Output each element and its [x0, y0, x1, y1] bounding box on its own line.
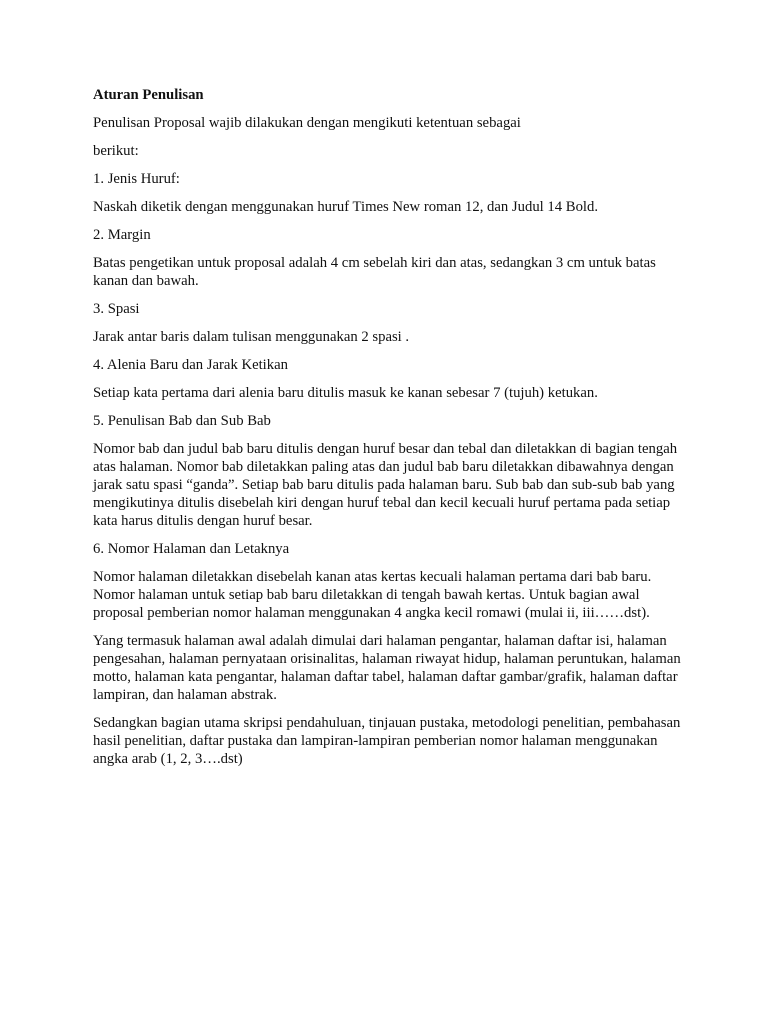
section-heading-margin: 2. Margin — [93, 227, 151, 243]
paragraph-intro-1: Penulisan Proposal wajib dilakukan dengan mengikuti ketentuan sebagai — [93, 115, 521, 131]
paragraph-bab: Nomor bab dan judul bab baru ditulis dengan huruf besar dan tebal dan diletakkan di bagian tengah atas halaman. Nomor bab diletakkan paling atas dan judul bab baru diletakkan dibawahnya dengan jarak satu spasi “ganda”. Setiap bab baru ditulis pada halaman baru. Sub bab dan sub-sub bab yang mengikutinya ditulis disebelah kiri dengan huruf tebal dan kecil kecuali huruf pertama pada setiap kata harus ditulis dengan huruf besar. — [93, 441, 678, 529]
paragraph-nomor-halaman: Nomor halaman diletakkan disebelah kanan atas kertas kecuali halaman pertama dari bab baru. Nomor halaman untuk setiap bab baru diletakkan di tengah bawah kertas. Untuk bagian awal proposal pemberian nomor halaman menggunakan 4 angka kecil romawi (mulai ii, iii……dst). — [93, 569, 652, 621]
section-heading-nomor-halaman: 6. Nomor Halaman dan Letaknya — [93, 541, 290, 557]
section-heading-bab: 5. Penulisan Bab dan Sub Bab — [93, 413, 271, 429]
paragraph-alenia: Setiap kata pertama dari alenia baru ditulis masuk ke kanan sebesar 7 (tujuh) ketukan. — [93, 385, 598, 401]
section-heading-spasi: 3. Spasi — [93, 301, 140, 317]
paragraph-margin: Batas pengetikan untuk proposal adalah 4 cm sebelah kiri dan atas, sedangkan 3 cm untuk batas kanan dan bawah. — [93, 255, 656, 289]
document-body — [93, 86, 683, 778]
paragraph-halaman-awal: Yang termasuk halaman awal adalah dimulai dari halaman pengantar, halaman daftar isi, halaman pengesahan, halaman pernyataan orisinalitas, halaman riwayat hidup, halaman peruntukan, halaman motto, halaman kata pengantar, halaman daftar tabel, halaman daftar gambar/grafik, halaman daftar lampiran, dan halaman abstrak. — [93, 633, 681, 703]
paragraph-bagian-utama: Sedangkan bagian utama skripsi pendahuluan, tinjauan pustaka, metodologi penelitian, pembahasan hasil penelitian, daftar pustaka dan lampiran-lampiran pemberian nomor halaman menggunakan angka arab (1, 2, 3….dst) — [93, 715, 681, 767]
section-heading-jenis-huruf: 1. Jenis Huruf: — [93, 171, 180, 187]
paragraph-intro-2: berikut: — [93, 143, 139, 159]
paragraph-spasi: Jarak antar baris dalam tulisan menggunakan 2 spasi . — [93, 329, 410, 345]
document-title: Aturan Penulisan — [93, 87, 204, 103]
section-heading-alenia: 4. Alenia Baru dan Jarak Ketikan — [93, 357, 288, 373]
paragraph-jenis-huruf: Naskah diketik dengan menggunakan huruf Times New roman 12, dan Judul 14 Bold. — [93, 199, 599, 215]
